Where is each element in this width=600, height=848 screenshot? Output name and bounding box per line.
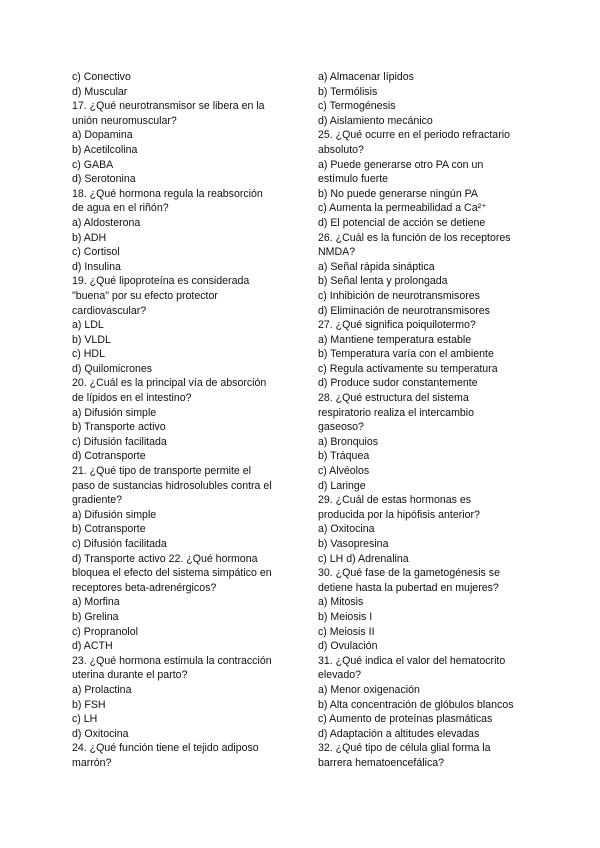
left-column-line: a) Morfina [72, 596, 120, 609]
right-column-line: d) Ovulación [318, 640, 378, 653]
left-column-line: d) Oxitocina [72, 727, 129, 740]
right-column-line: a) Puede generarse otro PA con un [318, 158, 484, 171]
left-column-line: a) Difusión simple [72, 508, 157, 521]
left-column-line: "buena" por su efecto protector [72, 289, 218, 302]
right-column-line: c) Aumenta la permeabilidad a Ca²⁺ [318, 202, 487, 215]
right-column-line: a) Mitosis [318, 596, 364, 609]
right-column-line: a) Bronquios [318, 435, 379, 448]
left-column-line: 19. ¿Qué lipoproteína es considerada [72, 275, 250, 288]
right-column-line: elevado? [318, 669, 362, 682]
left-column-line: de agua en el riñón? [72, 202, 169, 215]
left-column-line: b) FSH [72, 698, 106, 711]
right-column-line: a) Almacenar lípidos [318, 71, 414, 83]
left-column-line: receptores beta-adrenérgicos? [72, 581, 217, 594]
left-column-line: 24. ¿Qué función tiene el tejido adiposo [72, 742, 259, 755]
left-column-line: marrón? [72, 756, 112, 769]
right-column-line: d) El potencial de acción se detiene [318, 216, 486, 229]
left-column-line: de lípidos en el intestino? [72, 392, 192, 405]
right-column-line: d) Laringe [318, 479, 366, 492]
left-column-line: b) Cotransporte [72, 523, 146, 536]
left-column-line: 21. ¿Qué tipo de transporte permite el [72, 465, 252, 478]
left-column-line: bloquea el efecto del sistema simpático en [72, 567, 272, 580]
right-column-line: gaseoso? [318, 421, 364, 434]
left-column-line: b) Grelina [72, 610, 119, 623]
right-column-line: 26. ¿Cuál es la función de los receptores [318, 231, 511, 244]
left-column-line: c) Difusión facilitada [72, 435, 167, 448]
right-column-line: detiene hasta la pubertad en mujeres? [318, 581, 499, 594]
right-column-line: d) Adaptación a altitudes elevadas [318, 727, 480, 740]
right-column-line: estímulo fuerte [318, 173, 389, 186]
left-column-line: uterina durante el parto? [72, 669, 188, 682]
right-column [318, 70, 530, 771]
right-column-line: b) Señal lenta y prolongada [318, 275, 448, 288]
right-column-line: d) Produce sudor constantemente [318, 377, 478, 390]
right-column-line: 25. ¿Qué ocurre en el periodo refractario [318, 129, 510, 142]
right-column-line: 31. ¿Qué indica el valor del hematocrito [318, 654, 506, 667]
left-column-line: c) GABA [72, 158, 114, 171]
left-column-line: cardiovascular? [72, 304, 147, 317]
left-column-line: 23. ¿Qué hormona estimula la contracción [72, 654, 272, 667]
right-column-line: 30. ¿Qué fase de la gametogénesis se [318, 567, 500, 580]
left-column-line: c) HDL [72, 348, 105, 361]
right-column-line: b) Tráquea [318, 450, 370, 463]
left-column-line: a) Difusión simple [72, 406, 157, 419]
left-column-line: unión neuromuscular? [72, 114, 177, 127]
right-column-line: c) Aumento de proteínas plasmáticas [318, 713, 493, 726]
left-column-line: d) Transporte activo 22. ¿Qué hormona [72, 552, 258, 565]
left-column [72, 70, 312, 771]
right-column-line: c) Meiosis II [318, 625, 375, 638]
right-column-line: d) Eliminación de neurotransmisores [318, 304, 490, 317]
left-column-line: c) LH [72, 713, 98, 726]
right-column-line: c) Regula activamente su temperatura [318, 362, 498, 375]
right-column-line: a) Señal rápida sináptica [318, 260, 435, 273]
left-column-line: d) Muscular [72, 85, 128, 98]
left-column-line: gradiente? [72, 494, 123, 507]
right-column-line: respiratorio realiza el intercambio [318, 406, 475, 419]
right-column-line: 28. ¿Qué estructura del sistema [318, 392, 469, 405]
right-column-line: c) Inhibición de neurotransmisores [318, 289, 480, 302]
right-column-line: b) Alta concentración de glóbulos blancos [318, 698, 514, 711]
left-column-line: d) Serotonina [72, 173, 136, 186]
right-column-line: c) LH d) Adrenalina [318, 552, 409, 565]
right-column-line: NMDA? [318, 246, 356, 259]
right-column-line: d) Aislamiento mecánico [318, 114, 433, 127]
left-column-line: b) VLDL [72, 333, 111, 346]
left-column-line: c) Conectivo [72, 71, 131, 83]
left-column-line: d) ACTH [72, 640, 113, 653]
right-column-line: c) Termogénesis [318, 100, 396, 113]
left-column-line: d) Quilomicrones [72, 362, 153, 375]
right-column-line: 32. ¿Qué tipo de célula glial forma la [318, 742, 491, 755]
left-column-line: b) ADH [72, 231, 107, 244]
right-column-line: producida por la hipófisis anterior? [318, 508, 480, 521]
right-column-line: b) Termólisis [318, 85, 378, 98]
right-column-line: barrera hematoencefálica? [318, 756, 445, 769]
left-column-line: 20. ¿Cuál es la principal vía de absorción [72, 377, 267, 390]
right-column-line: b) Temperatura varía con el ambiente [318, 348, 494, 361]
left-column-line: d) Cotransporte [72, 450, 146, 463]
right-column-line: a) Oxitocina [318, 523, 375, 536]
right-column-line: 29. ¿Cuál de estas hormonas es [318, 494, 472, 507]
left-column-line: c) Difusión facilitada [72, 538, 167, 550]
left-column-line: 17. ¿Qué neurotransmisor se libera en la [72, 100, 265, 113]
right-column-line: b) Meiosis I [318, 610, 373, 623]
right-column-line: a) Menor oxigenación [318, 683, 420, 696]
right-column-line: absoluto? [318, 143, 364, 156]
right-column-line: a) Mantiene temperatura estable [318, 333, 472, 346]
left-column-line: c) Cortisol [72, 246, 120, 259]
left-column-line: b) Acetilcolina [72, 143, 138, 156]
right-column-line: c) Alvéolos [318, 465, 370, 478]
right-column-line: b) No puede generarse ningún PA [318, 187, 478, 200]
right-column-line: b) Vasopresina [318, 538, 389, 550]
left-column-line: a) Prolactina [72, 683, 132, 696]
right-column-line: 27. ¿Qué significa poiquilotermo? [318, 319, 476, 332]
left-column-line: a) Aldosterona [72, 216, 141, 229]
left-column-line: a) LDL [72, 319, 104, 332]
left-column-line: a) Dopamina [72, 129, 133, 142]
left-column-line: 18. ¿Qué hormona regula la reabsorción [72, 187, 263, 200]
left-column-line: paso de sustancias hidrosolubles contra el [72, 479, 272, 492]
left-column-line: b) Transporte activo [72, 421, 166, 434]
left-column-line: c) Propranolol [72, 625, 138, 638]
left-column-line: d) Insulina [72, 260, 121, 273]
